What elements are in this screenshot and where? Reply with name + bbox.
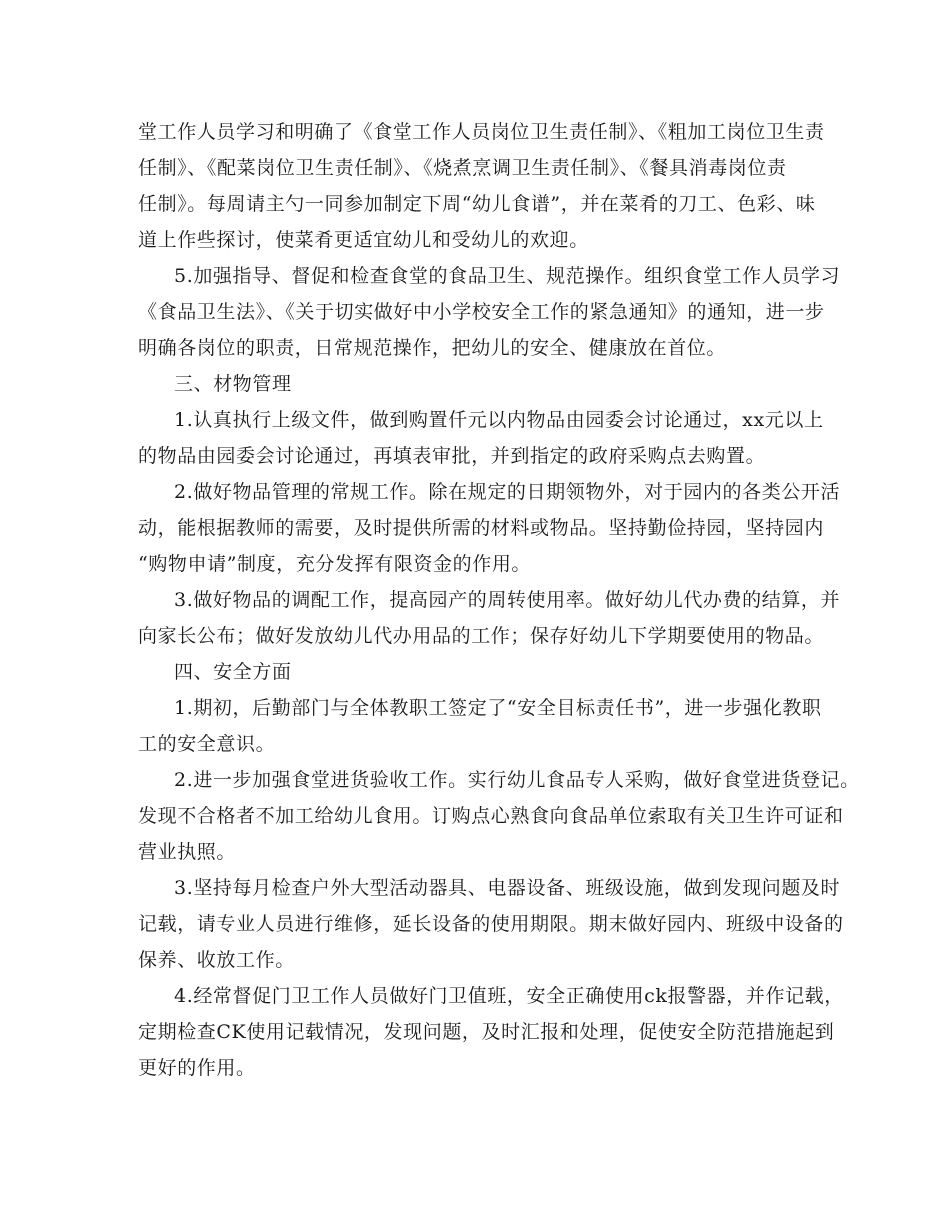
text-line: 的物品由园委会讨论通过，再填表审批，并到指定的政府采购点去购置。 xyxy=(138,445,766,467)
section-heading: 三、材物管理 xyxy=(174,373,292,395)
text-line: 动，能根据教师的需要，及时提供所需的材料或物品。坚持勤俭持园，坚持园内 xyxy=(138,517,825,539)
text-line: 记载，请专业人员进行维修，延长设备的使用期限。期末做好园内、班级中设备的 xyxy=(138,913,844,935)
section-heading: 四、安全方面 xyxy=(174,661,292,683)
text-line: 4.经常督促门卫工作人员做好门卫值班，安全正确使用ck报警器，并作记载， xyxy=(174,985,844,1007)
text-line: “购物申请”制度，充分发挥有限资金的作用。 xyxy=(138,553,532,575)
text-line: 向家长公布；做好发放幼儿代办用品的工作；保存好幼儿下学期要使用的物品。 xyxy=(138,625,825,647)
text-line: 发现不合格者不加工给幼儿食用。订购点心熟食向食品单位索取有关卫生许可证和 xyxy=(138,805,844,827)
text-line: 堂工作人员学习和明确了《食堂工作人员岗位卫生责任制》、《粗加工岗位卫生责 xyxy=(138,121,825,143)
text-line: 3.做好物品的调配工作，提高园产的周转使用率。做好幼儿代办费的结算，并 xyxy=(174,589,841,611)
text-line: 定期检查CK使用记载情况，发现问题，及时汇报和处理，促使安全防范措施起到 xyxy=(138,1021,835,1043)
text-line: 《食品卫生法》、《关于切实做好中小学校安全工作的紧急通知》的通知，进一步 xyxy=(138,301,825,323)
text-line: 营业执照。 xyxy=(138,841,237,863)
text-line: 道上作些探讨，使菜肴更适宜幼儿和受幼儿的欢迎。 xyxy=(138,229,589,251)
text-line: 2.进一步加强食堂进货验收工作。实行幼儿食品专人采购，做好食堂进货登记。 xyxy=(174,769,860,791)
text-line: 更好的作用。 xyxy=(138,1057,256,1079)
text-line: 任制》、《配菜岗位卫生责任制》、《烧煮烹调卫生责任制》、《餐具消毒岗位责 xyxy=(138,157,787,179)
text-line: 3.坚持每月检查户外大型活动器具、电器设备、班级设施，做到发现问题及时 xyxy=(174,877,841,899)
text-line: 工的安全意识。 xyxy=(138,733,276,755)
text-line: 明确各岗位的职责，日常规范操作，把幼儿的安全、健康放在首位。 xyxy=(138,337,727,359)
text-line: 保养、收放工作。 xyxy=(138,949,295,971)
text-line: 1.期初，后勤部门与全体教职工签定了“安全目标责任书”，进一步强化教职 xyxy=(174,697,822,719)
text-line: 1.认真执行上级文件，做到购置仟元以内物品由园委会讨论通过，xx元以上 xyxy=(174,409,824,431)
text-line: 5.加强指导、督促和检查食堂的食品卫生、规范操作。组织食堂工作人员学习 xyxy=(174,265,841,287)
text-line: 任制》。每周请主勺一同参加制定下周“幼儿食谱”，并在菜肴的刀工、色彩、味 xyxy=(138,193,816,215)
text-line: 2.做好物品管理的常规工作。除在规定的日期领物外，对于园内的各类公开活 xyxy=(174,481,841,503)
